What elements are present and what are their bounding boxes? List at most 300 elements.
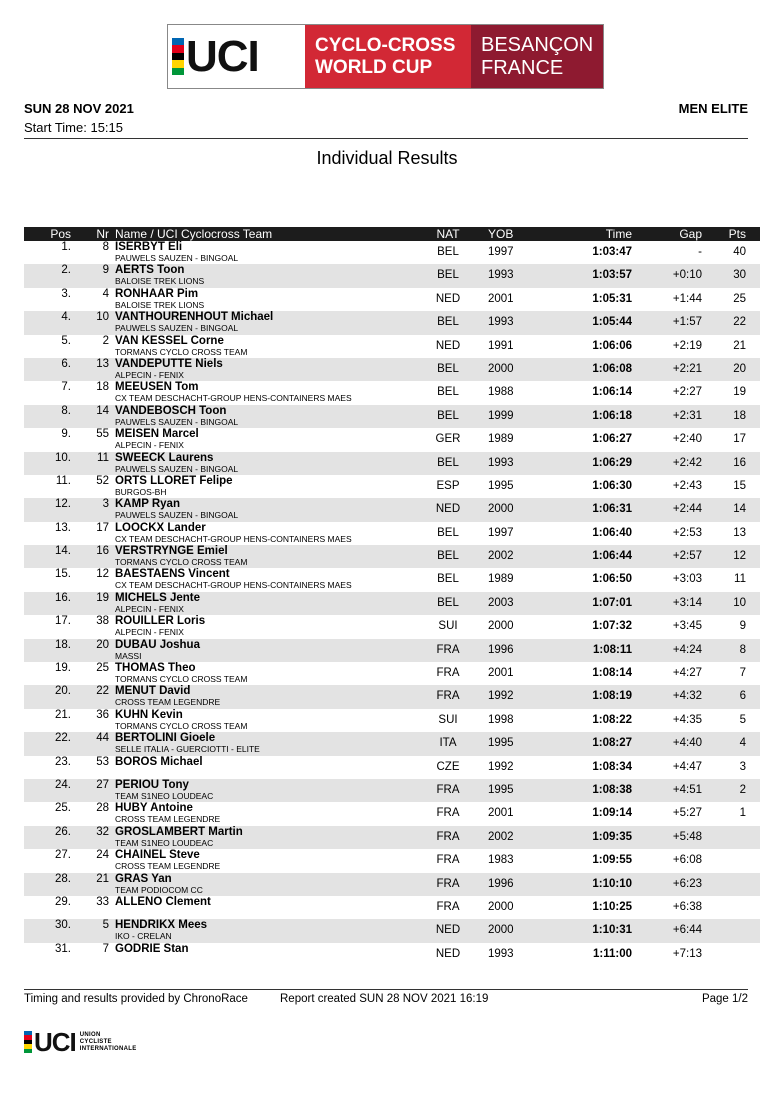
rider-team: PAUWELS SAUZEN - BINGOAL [115, 323, 239, 334]
cell-gap: +2:21 [635, 358, 705, 381]
page-title: Individual Results [316, 148, 458, 168]
cell-pos: 15. [55, 568, 71, 581]
cell-nr: 19 [74, 592, 112, 615]
rider-name: CHAINEL Steve [115, 849, 200, 862]
cell-nr: 8 [102, 241, 109, 253]
cell-nat: NED [435, 947, 461, 960]
cell-yob: 1997 [488, 246, 514, 258]
cell-time: 1:05:31 [592, 292, 632, 305]
cell-name-team [112, 756, 420, 779]
rider-team: IKO - CRELAN [115, 931, 172, 942]
cell-yob: 1995 [476, 779, 541, 802]
table-row [24, 264, 760, 287]
cell-gap: +1:57 [635, 311, 705, 334]
cell-nat: BEL [437, 526, 459, 539]
cell-name-team [112, 685, 420, 708]
col-pts: Pts [705, 227, 760, 241]
report-created: Report created SUN 28 NOV 2021 16:19 [280, 993, 489, 1005]
table-row [24, 943, 760, 966]
cell-time: 1:05:44 [541, 311, 635, 334]
cell-nr: 33 [96, 895, 109, 908]
cell-pts: 9 [739, 620, 746, 633]
cell-time: 1:06:18 [541, 405, 635, 428]
rider-name: DUBAU Joshua [115, 638, 200, 651]
cell-pos: 3. [61, 287, 71, 300]
cell-gap: +4:24 [635, 639, 705, 662]
cell-nat: BEL [437, 246, 459, 258]
rider-name: VANTHOURENHOUT Michael [115, 311, 274, 324]
cell-time: 1:06:44 [541, 545, 635, 568]
table-row [24, 335, 760, 358]
uci-footer-words [80, 1032, 137, 1053]
cell-pos: 27. [55, 849, 71, 862]
uci-word-1: UNION [79, 1031, 101, 1038]
start-time: Start Time: 15:15 [24, 120, 123, 135]
cell-time: 1:11:00 [592, 947, 632, 960]
event-banner [167, 24, 604, 89]
cell-time: 1:06:27 [592, 433, 632, 446]
cell-time: 1:06:50 [592, 573, 632, 586]
rider-name: GODRIE Stan [115, 942, 189, 955]
cell-yob: 2000 [488, 620, 514, 633]
cell-time: 1:06:30 [592, 479, 632, 492]
cell-gap: +6:08 [672, 854, 702, 867]
cell-nat: GER [435, 433, 461, 446]
cell-nr: 24 [96, 849, 109, 862]
cell-nr: 17 [96, 521, 109, 534]
cell-name-team [112, 288, 420, 311]
cell-nat: NED [420, 498, 476, 521]
cell-name-team [112, 545, 420, 568]
cell-nat: SUI [438, 620, 458, 633]
cell-nat: BEL [420, 358, 476, 381]
cell-pts: 8 [705, 639, 760, 662]
cell-pts: 12 [705, 545, 760, 568]
cell-gap: +2:53 [672, 526, 702, 539]
cell-nat: BEL [437, 386, 459, 399]
cell-nat: BEL [437, 573, 459, 586]
rider-team: CX TEAM DESCHACHT-GROUP HENS-CONTAINERS MAES [115, 533, 352, 544]
cell-nat: BEL [420, 405, 476, 428]
page-number: Page 1/2 [701, 993, 748, 1005]
cell-gap: +4:35 [672, 713, 702, 726]
cell-pts: 14 [705, 498, 760, 521]
cell-gap: +4:40 [635, 732, 705, 755]
cell-pos: 30. [24, 919, 74, 942]
cell-yob: 2002 [476, 826, 541, 849]
cell-pts: 6 [705, 685, 760, 708]
rider-team: CX TEAM DESCHACHT-GROUP HENS-CONTAINERS MAES [115, 393, 352, 404]
col-yob: YOB [476, 227, 541, 241]
cell-time: 1:06:29 [541, 452, 635, 475]
cell-pts: 16 [705, 452, 760, 475]
rider-name: ISERBYT Eli [115, 241, 183, 253]
cell-yob: 1992 [476, 685, 541, 708]
cell-gap: +4:32 [635, 685, 705, 708]
rider-team: ALPECIN - FENIX [115, 440, 184, 451]
table-row [24, 615, 760, 638]
uci-word-2: CYCLISTE [79, 1038, 112, 1045]
cell-pts: 21 [733, 339, 746, 352]
cell-pts: 13 [733, 526, 746, 539]
cell-nr: 22 [74, 685, 112, 708]
cell-pos: 29. [55, 895, 71, 908]
cell-gap: +2:57 [635, 545, 705, 568]
cell-nr: 21 [74, 873, 112, 896]
cell-nr: 52 [96, 474, 109, 487]
rider-team: ALPECIN - FENIX [115, 603, 184, 614]
cell-nat: FRA [436, 900, 460, 913]
cell-yob: 2002 [476, 545, 541, 568]
cell-yob: 2000 [488, 900, 514, 913]
cell-pts: 5 [739, 713, 746, 726]
race-date: SUN 28 NOV 2021 [24, 101, 134, 116]
uci-logo [168, 25, 305, 88]
col-pos: Pos [24, 227, 74, 241]
cell-pts: 17 [733, 433, 746, 446]
event-venue [471, 25, 603, 88]
race-category: MEN ELITE [678, 101, 748, 116]
cell-pts: 20 [705, 358, 760, 381]
cell-pos: 16. [24, 592, 74, 615]
cell-time: 1:06:40 [592, 526, 632, 539]
cell-nr: 2 [102, 334, 109, 347]
cell-nr: 27 [74, 779, 112, 802]
cell-name-team [112, 873, 420, 896]
cell-yob: 1998 [488, 713, 514, 726]
cell-pos: 9. [61, 428, 71, 441]
cell-nr: 16 [74, 545, 112, 568]
cell-nat: CZE [436, 760, 460, 773]
cell-nr: 13 [74, 358, 112, 381]
table-row [24, 685, 760, 708]
rider-team: BURGOS-BH [115, 486, 167, 497]
table-row [24, 288, 760, 311]
rainbow-stripes-icon [172, 38, 184, 76]
cell-gap: +2:44 [635, 498, 705, 521]
rider-team: MASSI [115, 650, 142, 661]
cell-pts: 11 [734, 573, 746, 586]
rainbow-stripes-small-icon [24, 1031, 32, 1053]
cell-nat: FRA [436, 854, 460, 867]
cell-pos: 17. [55, 615, 71, 628]
cell-pos: 13. [55, 521, 71, 534]
cell-pos: 5. [61, 334, 71, 347]
cell-yob: 2000 [476, 919, 541, 942]
header-divider [24, 138, 748, 139]
cell-pos: 2. [24, 264, 74, 287]
rider-team: CROSS TEAM LEGENDRE [115, 861, 221, 872]
cell-time: 1:08:11 [541, 639, 635, 662]
cell-yob: 1993 [476, 452, 541, 475]
cell-name-team [112, 428, 420, 451]
cell-pts: 30 [705, 264, 760, 287]
cell-name-team [112, 849, 420, 872]
cell-pos: 28. [24, 873, 74, 896]
cell-gap: +6:44 [635, 919, 705, 942]
cell-gap: +6:23 [635, 873, 705, 896]
event-line-2: WORLD CUP [315, 56, 433, 78]
table-row [24, 896, 760, 919]
col-gap: Gap [635, 227, 705, 241]
cell-name-team [112, 568, 420, 591]
cell-nr: 53 [96, 755, 109, 768]
cell-name-team [112, 592, 420, 615]
cell-nr: 5 [74, 919, 112, 942]
cell-pts: 4 [705, 732, 760, 755]
cell-time: 1:09:35 [541, 826, 635, 849]
cell-name-team [112, 802, 420, 825]
table-row [24, 709, 760, 732]
cell-yob: 1993 [476, 264, 541, 287]
cell-nat: NED [435, 292, 461, 305]
table-row [24, 311, 760, 334]
cell-pos: 8. [24, 405, 74, 428]
cell-nr: 20 [74, 639, 112, 662]
table-row [24, 475, 760, 498]
cell-yob: 2003 [476, 592, 541, 615]
cell-time: 1:10:31 [541, 919, 635, 942]
cell-gap: - [698, 246, 702, 258]
rider-name: AERTS Toon [115, 264, 185, 277]
cell-time: 1:06:06 [592, 339, 632, 352]
table-header-row [24, 227, 760, 241]
rider-name: BAESTAENS Vincent [115, 568, 230, 581]
rider-team: PAUWELS SAUZEN - BINGOAL [115, 253, 239, 263]
cell-nat: SUI [438, 713, 458, 726]
cell-gap: +1:44 [672, 292, 702, 305]
rider-team: BALOISE TREK LIONS [115, 276, 205, 287]
table-row [24, 849, 760, 872]
cell-name-team [112, 615, 420, 638]
cell-yob: 1999 [476, 405, 541, 428]
rider-team: ALPECIN - FENIX [115, 369, 184, 380]
cell-nat: FRA [420, 873, 476, 896]
rider-name: MENUT David [115, 685, 191, 698]
table-row [24, 919, 760, 942]
timing-credit: Timing and results provided by ChronoRace [24, 993, 248, 1005]
cell-name-team [112, 358, 420, 381]
cell-gap: +5:27 [672, 807, 702, 820]
cell-gap: +0:10 [635, 264, 705, 287]
cell-nat: NED [420, 919, 476, 942]
cell-pos: 26. [24, 826, 74, 849]
rider-name: VANDEPUTTE Niels [115, 357, 223, 370]
rider-team: TORMANS CYCLO CROSS TEAM [115, 557, 248, 568]
cell-nat: FRA [420, 639, 476, 662]
cell-time: 1:06:14 [592, 386, 632, 399]
cell-name-team [112, 452, 420, 475]
table-row [24, 241, 760, 264]
cell-pts: 2 [705, 779, 760, 802]
cell-nat: ESP [436, 479, 460, 492]
rider-team: BALOISE TREK LIONS [115, 299, 205, 310]
cell-time: 1:08:19 [541, 685, 635, 708]
cell-gap: +3:14 [635, 592, 705, 615]
col-time: Time [541, 227, 635, 241]
col-nr: Nr [74, 227, 112, 241]
cell-gap: +2:43 [672, 479, 702, 492]
cell-name-team [112, 311, 420, 334]
cell-time: 1:07:32 [592, 620, 632, 633]
cell-time: 1:09:55 [592, 854, 632, 867]
cell-nr: 14 [74, 405, 112, 428]
cell-nr: 18 [96, 381, 109, 394]
rider-team: PAUWELS SAUZEN - BINGOAL [115, 463, 239, 474]
table-row [24, 873, 760, 896]
cell-gap: +7:13 [672, 947, 702, 960]
table-row [24, 428, 760, 451]
cell-name-team [112, 241, 420, 264]
cell-time: 1:09:14 [592, 807, 632, 820]
results-table [24, 227, 760, 966]
cell-nat: FRA [420, 779, 476, 802]
cell-pts [705, 896, 760, 919]
cell-time: 1:08:27 [541, 732, 635, 755]
rider-team: TORMANS CYCLO CROSS TEAM [115, 674, 248, 685]
col-name: Name / UCI Cyclocross Team [112, 227, 420, 241]
rider-name: KAMP Ryan [115, 498, 180, 511]
rider-team: TEAM S1NEO LOUDEAC [115, 837, 214, 848]
uci-word-3: INTERNATIONALE [79, 1045, 137, 1052]
rider-name: PERIOU Tony [115, 778, 189, 791]
cell-pts: 3 [739, 760, 746, 773]
cell-nat: BEL [420, 452, 476, 475]
cell-gap: +2:27 [672, 386, 702, 399]
cell-name-team [112, 826, 420, 849]
cell-gap: +2:19 [672, 339, 702, 352]
cell-time: 1:06:08 [541, 358, 635, 381]
rider-name: GROSLAMBERT Martin [115, 825, 243, 838]
rider-name: MICHELS Jente [115, 591, 200, 604]
cell-yob: 2000 [476, 358, 541, 381]
cell-yob: 1997 [488, 526, 514, 539]
cell-name-team [112, 732, 420, 755]
rider-name: MEEUSEN Tom [115, 381, 199, 394]
cell-name-team [112, 709, 420, 732]
rider-team: TORMANS CYCLO CROSS TEAM [115, 346, 248, 357]
uci-footer-logo-text: UCI [34, 1027, 76, 1057]
rider-team: SELLE ITALIA - GUERCIOTTI - ELITE [115, 744, 260, 755]
table-row [24, 452, 760, 475]
cell-name-team [112, 381, 420, 404]
table-row [24, 498, 760, 521]
rider-team: ALPECIN - FENIX [115, 627, 184, 638]
cell-gap: +2:40 [672, 433, 702, 446]
cell-pts: 15 [733, 479, 746, 492]
cell-yob: 1991 [488, 339, 514, 352]
event-line-1: CYCLO-CROSS [315, 34, 456, 56]
cell-time: 1:08:14 [592, 667, 632, 680]
cell-yob: 2001 [488, 292, 514, 305]
rider-team: CX TEAM DESCHACHT-GROUP HENS-CONTAINERS MAES [115, 580, 352, 591]
cell-name-team [112, 522, 420, 545]
cell-pos: 20. [24, 685, 74, 708]
cell-time: 1:08:38 [541, 779, 635, 802]
cell-nat: BEL [420, 311, 476, 334]
cell-pos: 4. [24, 311, 74, 334]
cell-time: 1:10:25 [592, 900, 632, 913]
cell-pts: 10 [705, 592, 760, 615]
cell-nat: BEL [420, 592, 476, 615]
cell-yob: 1996 [476, 873, 541, 896]
table-row [24, 756, 760, 779]
cell-name-team [112, 475, 420, 498]
cell-name-team [112, 779, 420, 802]
cell-nr: 55 [96, 428, 109, 441]
rider-name: SWEECK Laurens [115, 451, 214, 464]
cell-nr: 38 [96, 615, 109, 628]
cell-nat: FRA [420, 685, 476, 708]
rider-team: CROSS TEAM LEGENDRE [115, 814, 221, 825]
cell-gap: +3:45 [672, 620, 702, 633]
cell-yob: 2001 [488, 667, 514, 680]
cell-gap: +5:48 [635, 826, 705, 849]
cell-pts [705, 873, 760, 896]
cell-pos: 19. [55, 662, 71, 675]
cell-pts: 22 [705, 311, 760, 334]
cell-yob: 1988 [488, 386, 514, 399]
cell-yob: 2000 [476, 498, 541, 521]
cell-name-team [112, 896, 420, 919]
table-row [24, 779, 760, 802]
cell-pos: 22. [24, 732, 74, 755]
cell-name-team [112, 405, 420, 428]
rider-team: PAUWELS SAUZEN - BINGOAL [115, 510, 239, 521]
cell-nat: NED [435, 339, 461, 352]
cell-name-team [112, 662, 420, 685]
cell-pos: 24. [24, 779, 74, 802]
cell-name-team [112, 335, 420, 358]
cell-pos: 31. [55, 942, 71, 955]
cell-nr: 3 [74, 498, 112, 521]
cell-nr: 10 [74, 311, 112, 334]
cell-time: 1:08:34 [592, 760, 632, 773]
rider-name: HENDRIKX Mees [115, 919, 208, 932]
cell-yob: 1992 [488, 760, 514, 773]
cell-yob: 1989 [488, 433, 514, 446]
uci-footer-logo [24, 1029, 137, 1055]
table-row [24, 405, 760, 428]
cell-nat: FRA [436, 667, 460, 680]
table-row [24, 639, 760, 662]
cell-yob: 1989 [488, 573, 514, 586]
cell-pos: 11. [55, 474, 71, 487]
cell-time: 1:06:31 [541, 498, 635, 521]
cell-yob: 1993 [488, 947, 514, 960]
cell-nr: 36 [96, 708, 109, 721]
cell-pos: 14. [24, 545, 74, 568]
cell-pos: 23. [55, 755, 71, 768]
rider-team: CROSS TEAM LEGENDRE [115, 697, 221, 708]
rider-name: VANDEBOSCH Toon [115, 404, 227, 417]
uci-logo-text: UCI [186, 31, 259, 81]
event-name [305, 25, 471, 88]
cell-nat: FRA [420, 826, 476, 849]
cell-pts: 19 [733, 386, 746, 399]
cell-time: 1:07:01 [541, 592, 635, 615]
rider-team: TEAM PODIOCOM CC [115, 884, 203, 895]
cell-pts [705, 826, 760, 849]
cell-yob: 1996 [476, 639, 541, 662]
cell-pts [705, 943, 760, 966]
rider-team: TORMANS CYCLO CROSS TEAM [115, 720, 248, 731]
cell-nr: 25 [96, 662, 109, 675]
cell-nr: 4 [102, 287, 109, 300]
cell-pos: 12. [24, 498, 74, 521]
cell-time: 1:08:22 [592, 713, 632, 726]
table-row [24, 592, 760, 615]
